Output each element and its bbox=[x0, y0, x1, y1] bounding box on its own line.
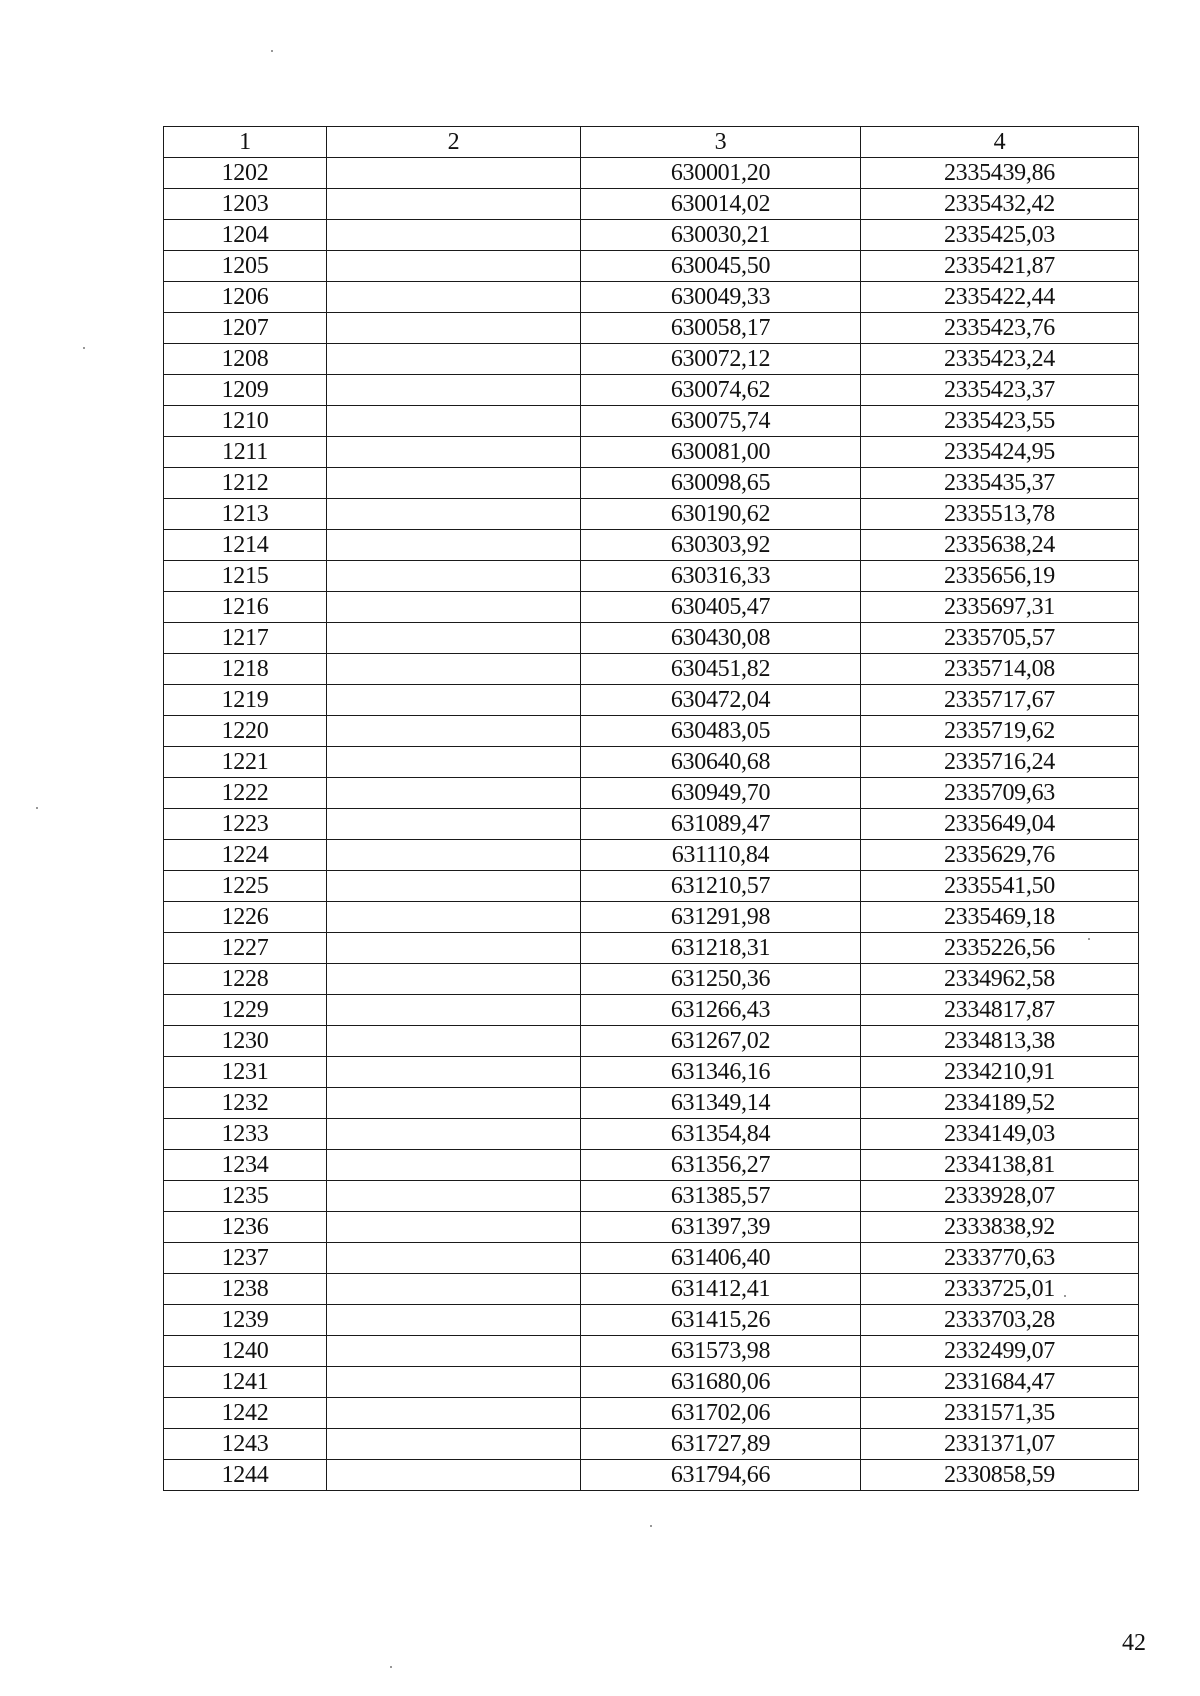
table-row bbox=[164, 1088, 1139, 1119]
empty-cell bbox=[327, 1336, 581, 1367]
x-coordinate-cell: 631346,16 bbox=[581, 1057, 861, 1088]
y-coordinate-cell: 2335705,57 bbox=[861, 623, 1139, 654]
x-coordinate-cell: 630058,17 bbox=[581, 313, 861, 344]
empty-cell bbox=[327, 220, 581, 251]
x-coordinate-cell: 630451,82 bbox=[581, 654, 861, 685]
point-number-cell: 1239 bbox=[164, 1305, 327, 1336]
table-row bbox=[164, 964, 1139, 995]
empty-cell bbox=[327, 1212, 581, 1243]
table-row bbox=[164, 530, 1139, 561]
x-coordinate-cell: 630045,50 bbox=[581, 251, 861, 282]
table-row bbox=[164, 592, 1139, 623]
point-number-cell: 1231 bbox=[164, 1057, 327, 1088]
table-row bbox=[164, 623, 1139, 654]
table-row bbox=[164, 933, 1139, 964]
x-coordinate-cell: 631089,47 bbox=[581, 809, 861, 840]
table-row bbox=[164, 158, 1139, 189]
y-coordinate-cell: 2335513,78 bbox=[861, 499, 1139, 530]
point-number-cell: 1203 bbox=[164, 189, 327, 220]
y-coordinate-cell: 2331684,47 bbox=[861, 1367, 1139, 1398]
table-row bbox=[164, 747, 1139, 778]
table-row bbox=[164, 716, 1139, 747]
point-number-cell: 1207 bbox=[164, 313, 327, 344]
y-coordinate-cell: 2334210,91 bbox=[861, 1057, 1139, 1088]
empty-cell bbox=[327, 530, 581, 561]
point-number-cell: 1233 bbox=[164, 1119, 327, 1150]
header-cell-2: 2 bbox=[327, 127, 581, 158]
scan-speck bbox=[390, 1666, 392, 1668]
y-coordinate-cell: 2335717,67 bbox=[861, 685, 1139, 716]
x-coordinate-cell: 631406,40 bbox=[581, 1243, 861, 1274]
point-number-cell: 1237 bbox=[164, 1243, 327, 1274]
y-coordinate-cell: 2335709,63 bbox=[861, 778, 1139, 809]
y-coordinate-cell: 2333703,28 bbox=[861, 1305, 1139, 1336]
y-coordinate-cell: 2335424,95 bbox=[861, 437, 1139, 468]
point-number-cell: 1234 bbox=[164, 1150, 327, 1181]
table-row bbox=[164, 654, 1139, 685]
x-coordinate-cell: 630472,04 bbox=[581, 685, 861, 716]
y-coordinate-cell: 2335541,50 bbox=[861, 871, 1139, 902]
point-number-cell: 1232 bbox=[164, 1088, 327, 1119]
x-coordinate-cell: 630190,62 bbox=[581, 499, 861, 530]
table-row bbox=[164, 189, 1139, 220]
empty-cell bbox=[327, 964, 581, 995]
y-coordinate-cell: 2335423,55 bbox=[861, 406, 1139, 437]
point-number-cell: 1230 bbox=[164, 1026, 327, 1057]
y-coordinate-cell: 2334817,87 bbox=[861, 995, 1139, 1026]
y-coordinate-cell: 2335649,04 bbox=[861, 809, 1139, 840]
y-coordinate-cell: 2335423,24 bbox=[861, 344, 1139, 375]
table-row bbox=[164, 1026, 1139, 1057]
page-number: 42 bbox=[1122, 1630, 1146, 1656]
table-row bbox=[164, 251, 1139, 282]
y-coordinate-cell: 2332499,07 bbox=[861, 1336, 1139, 1367]
scan-speck bbox=[271, 50, 273, 52]
point-number-cell: 1202 bbox=[164, 158, 327, 189]
point-number-cell: 1211 bbox=[164, 437, 327, 468]
y-coordinate-cell: 2333725,01 bbox=[861, 1274, 1139, 1305]
empty-cell bbox=[327, 623, 581, 654]
y-coordinate-cell: 2335226,56 bbox=[861, 933, 1139, 964]
point-number-cell: 1223 bbox=[164, 809, 327, 840]
table-row bbox=[164, 561, 1139, 592]
point-number-cell: 1236 bbox=[164, 1212, 327, 1243]
x-coordinate-cell: 631210,57 bbox=[581, 871, 861, 902]
table-row bbox=[164, 1398, 1139, 1429]
y-coordinate-cell: 2334813,38 bbox=[861, 1026, 1139, 1057]
x-coordinate-cell: 631794,66 bbox=[581, 1460, 861, 1491]
point-number-cell: 1218 bbox=[164, 654, 327, 685]
header-cell-3: 3 bbox=[581, 127, 861, 158]
point-number-cell: 1242 bbox=[164, 1398, 327, 1429]
empty-cell bbox=[327, 1305, 581, 1336]
y-coordinate-cell: 2335629,76 bbox=[861, 840, 1139, 871]
empty-cell bbox=[327, 1150, 581, 1181]
table-row bbox=[164, 902, 1139, 933]
y-coordinate-cell: 2335697,31 bbox=[861, 592, 1139, 623]
empty-cell bbox=[327, 1243, 581, 1274]
table-row bbox=[164, 282, 1139, 313]
empty-cell bbox=[327, 1088, 581, 1119]
empty-cell bbox=[327, 499, 581, 530]
empty-cell bbox=[327, 158, 581, 189]
x-coordinate-cell: 631680,06 bbox=[581, 1367, 861, 1398]
table-row bbox=[164, 778, 1139, 809]
empty-cell bbox=[327, 1367, 581, 1398]
point-number-cell: 1221 bbox=[164, 747, 327, 778]
point-number-cell: 1226 bbox=[164, 902, 327, 933]
empty-cell bbox=[327, 840, 581, 871]
y-coordinate-cell: 2331571,35 bbox=[861, 1398, 1139, 1429]
empty-cell bbox=[327, 747, 581, 778]
table-row bbox=[164, 468, 1139, 499]
x-coordinate-cell: 630049,33 bbox=[581, 282, 861, 313]
x-coordinate-cell: 630081,00 bbox=[581, 437, 861, 468]
table-row bbox=[164, 995, 1139, 1026]
y-coordinate-cell: 2335435,37 bbox=[861, 468, 1139, 499]
x-coordinate-cell: 631385,57 bbox=[581, 1181, 861, 1212]
y-coordinate-cell: 2335719,62 bbox=[861, 716, 1139, 747]
table-body bbox=[164, 127, 1139, 1491]
x-coordinate-cell: 630030,21 bbox=[581, 220, 861, 251]
point-number-cell: 1213 bbox=[164, 499, 327, 530]
point-number-cell: 1210 bbox=[164, 406, 327, 437]
empty-cell bbox=[327, 1057, 581, 1088]
empty-cell bbox=[327, 313, 581, 344]
point-number-cell: 1205 bbox=[164, 251, 327, 282]
x-coordinate-cell: 631356,27 bbox=[581, 1150, 861, 1181]
point-number-cell: 1228 bbox=[164, 964, 327, 995]
table-row bbox=[164, 344, 1139, 375]
x-coordinate-cell: 630072,12 bbox=[581, 344, 861, 375]
point-number-cell: 1220 bbox=[164, 716, 327, 747]
point-number-cell: 1240 bbox=[164, 1336, 327, 1367]
table-row bbox=[164, 375, 1139, 406]
point-number-cell: 1241 bbox=[164, 1367, 327, 1398]
point-number-cell: 1229 bbox=[164, 995, 327, 1026]
x-coordinate-cell: 631727,89 bbox=[581, 1429, 861, 1460]
empty-cell bbox=[327, 1429, 581, 1460]
table-row bbox=[164, 499, 1139, 530]
x-coordinate-cell: 631218,31 bbox=[581, 933, 861, 964]
table-row bbox=[164, 1150, 1139, 1181]
x-coordinate-cell: 630430,08 bbox=[581, 623, 861, 654]
header-cell-4: 4 bbox=[861, 127, 1139, 158]
table-row bbox=[164, 437, 1139, 468]
point-number-cell: 1208 bbox=[164, 344, 327, 375]
x-coordinate-cell: 631291,98 bbox=[581, 902, 861, 933]
y-coordinate-cell: 2333928,07 bbox=[861, 1181, 1139, 1212]
table-row bbox=[164, 1367, 1139, 1398]
y-coordinate-cell: 2335656,19 bbox=[861, 561, 1139, 592]
table-row bbox=[164, 1336, 1139, 1367]
point-number-cell: 1225 bbox=[164, 871, 327, 902]
y-coordinate-cell: 2330858,59 bbox=[861, 1460, 1139, 1491]
table-row bbox=[164, 840, 1139, 871]
point-number-cell: 1219 bbox=[164, 685, 327, 716]
x-coordinate-cell: 631412,41 bbox=[581, 1274, 861, 1305]
x-coordinate-cell: 631250,36 bbox=[581, 964, 861, 995]
scan-speck bbox=[1064, 1295, 1066, 1297]
table-row bbox=[164, 1212, 1139, 1243]
empty-cell bbox=[327, 778, 581, 809]
x-coordinate-cell: 630001,20 bbox=[581, 158, 861, 189]
empty-cell bbox=[327, 902, 581, 933]
empty-cell bbox=[327, 1460, 581, 1491]
table-row bbox=[164, 313, 1139, 344]
point-number-cell: 1222 bbox=[164, 778, 327, 809]
coordinates-table bbox=[163, 126, 1139, 1491]
y-coordinate-cell: 2335423,76 bbox=[861, 313, 1139, 344]
point-number-cell: 1217 bbox=[164, 623, 327, 654]
x-coordinate-cell: 631397,39 bbox=[581, 1212, 861, 1243]
scan-speck bbox=[1088, 938, 1090, 940]
y-coordinate-cell: 2335716,24 bbox=[861, 747, 1139, 778]
header-cell-1: 1 bbox=[164, 127, 327, 158]
y-coordinate-cell: 2334138,81 bbox=[861, 1150, 1139, 1181]
empty-cell bbox=[327, 933, 581, 964]
x-coordinate-cell: 631573,98 bbox=[581, 1336, 861, 1367]
y-coordinate-cell: 2334962,58 bbox=[861, 964, 1139, 995]
table-row bbox=[164, 1429, 1139, 1460]
y-coordinate-cell: 2335469,18 bbox=[861, 902, 1139, 933]
empty-cell bbox=[327, 871, 581, 902]
table-row bbox=[164, 406, 1139, 437]
point-number-cell: 1212 bbox=[164, 468, 327, 499]
table-row bbox=[164, 1274, 1139, 1305]
table-row bbox=[164, 1460, 1139, 1491]
x-coordinate-cell: 631110,84 bbox=[581, 840, 861, 871]
empty-cell bbox=[327, 189, 581, 220]
y-coordinate-cell: 2335423,37 bbox=[861, 375, 1139, 406]
empty-cell bbox=[327, 282, 581, 313]
x-coordinate-cell: 630483,05 bbox=[581, 716, 861, 747]
y-coordinate-cell: 2335714,08 bbox=[861, 654, 1139, 685]
point-number-cell: 1214 bbox=[164, 530, 327, 561]
empty-cell bbox=[327, 654, 581, 685]
x-coordinate-cell: 630316,33 bbox=[581, 561, 861, 592]
y-coordinate-cell: 2335439,86 bbox=[861, 158, 1139, 189]
scan-speck bbox=[36, 807, 38, 809]
y-coordinate-cell: 2335422,44 bbox=[861, 282, 1139, 313]
table-row bbox=[164, 1181, 1139, 1212]
x-coordinate-cell: 631415,26 bbox=[581, 1305, 861, 1336]
point-number-cell: 1243 bbox=[164, 1429, 327, 1460]
empty-cell bbox=[327, 809, 581, 840]
point-number-cell: 1227 bbox=[164, 933, 327, 964]
empty-cell bbox=[327, 1026, 581, 1057]
y-coordinate-cell: 2335425,03 bbox=[861, 220, 1139, 251]
point-number-cell: 1209 bbox=[164, 375, 327, 406]
point-number-cell: 1235 bbox=[164, 1181, 327, 1212]
x-coordinate-cell: 631266,43 bbox=[581, 995, 861, 1026]
empty-cell bbox=[327, 437, 581, 468]
point-number-cell: 1238 bbox=[164, 1274, 327, 1305]
y-coordinate-cell: 2335421,87 bbox=[861, 251, 1139, 282]
scan-speck bbox=[83, 347, 85, 349]
x-coordinate-cell: 630640,68 bbox=[581, 747, 861, 778]
x-coordinate-cell: 631354,84 bbox=[581, 1119, 861, 1150]
x-coordinate-cell: 630303,92 bbox=[581, 530, 861, 561]
table-row bbox=[164, 1119, 1139, 1150]
x-coordinate-cell: 630014,02 bbox=[581, 189, 861, 220]
empty-cell bbox=[327, 1398, 581, 1429]
table-row bbox=[164, 685, 1139, 716]
point-number-cell: 1204 bbox=[164, 220, 327, 251]
empty-cell bbox=[327, 1119, 581, 1150]
x-coordinate-cell: 630075,74 bbox=[581, 406, 861, 437]
empty-cell bbox=[327, 685, 581, 716]
empty-cell bbox=[327, 251, 581, 282]
empty-cell bbox=[327, 561, 581, 592]
y-coordinate-cell: 2335638,24 bbox=[861, 530, 1139, 561]
point-number-cell: 1215 bbox=[164, 561, 327, 592]
table-row bbox=[164, 871, 1139, 902]
table-row bbox=[164, 1057, 1139, 1088]
empty-cell bbox=[327, 1181, 581, 1212]
empty-cell bbox=[327, 592, 581, 623]
point-number-cell: 1216 bbox=[164, 592, 327, 623]
y-coordinate-cell: 2335432,42 bbox=[861, 189, 1139, 220]
scan-speck bbox=[650, 1525, 652, 1527]
empty-cell bbox=[327, 406, 581, 437]
x-coordinate-cell: 630405,47 bbox=[581, 592, 861, 623]
x-coordinate-cell: 630098,65 bbox=[581, 468, 861, 499]
empty-cell bbox=[327, 344, 581, 375]
empty-cell bbox=[327, 468, 581, 499]
point-number-cell: 1206 bbox=[164, 282, 327, 313]
table-row bbox=[164, 1305, 1139, 1336]
y-coordinate-cell: 2333770,63 bbox=[861, 1243, 1139, 1274]
table-header-row bbox=[164, 127, 1139, 158]
x-coordinate-cell: 630074,62 bbox=[581, 375, 861, 406]
point-number-cell: 1224 bbox=[164, 840, 327, 871]
y-coordinate-cell: 2331371,07 bbox=[861, 1429, 1139, 1460]
y-coordinate-cell: 2333838,92 bbox=[861, 1212, 1139, 1243]
empty-cell bbox=[327, 716, 581, 747]
y-coordinate-cell: 2334189,52 bbox=[861, 1088, 1139, 1119]
table-row bbox=[164, 220, 1139, 251]
x-coordinate-cell: 631267,02 bbox=[581, 1026, 861, 1057]
empty-cell bbox=[327, 1274, 581, 1305]
empty-cell bbox=[327, 375, 581, 406]
y-coordinate-cell: 2334149,03 bbox=[861, 1119, 1139, 1150]
empty-cell bbox=[327, 995, 581, 1026]
x-coordinate-cell: 631349,14 bbox=[581, 1088, 861, 1119]
table-row bbox=[164, 1243, 1139, 1274]
table-row bbox=[164, 809, 1139, 840]
point-number-cell: 1244 bbox=[164, 1460, 327, 1491]
x-coordinate-cell: 631702,06 bbox=[581, 1398, 861, 1429]
x-coordinate-cell: 630949,70 bbox=[581, 778, 861, 809]
